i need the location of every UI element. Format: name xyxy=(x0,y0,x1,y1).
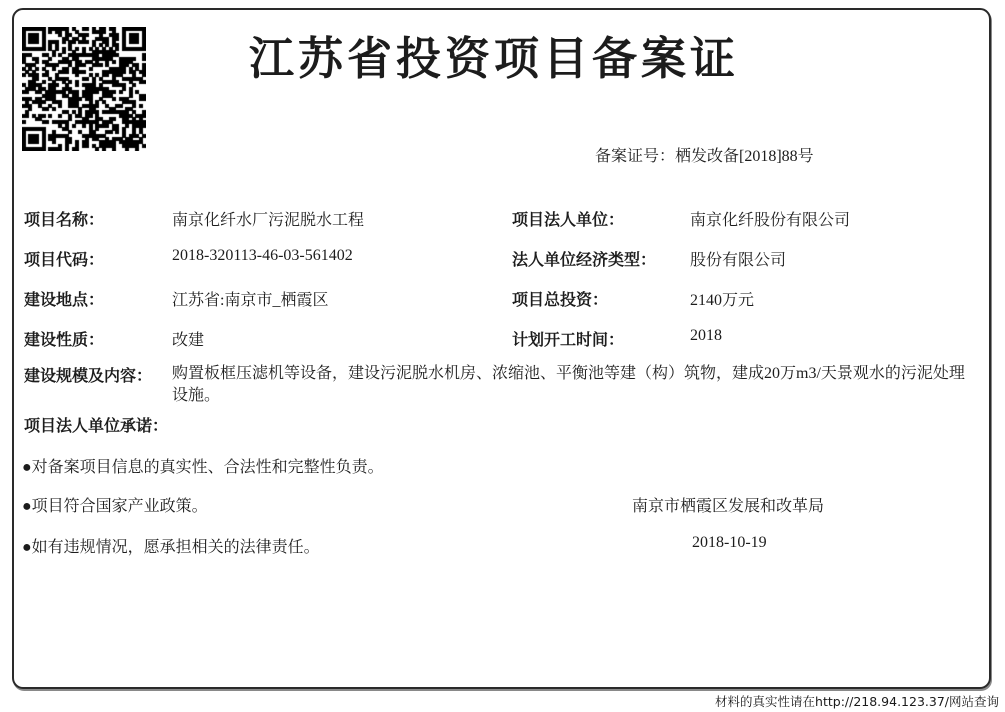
field-value-total-investment: 2140万元 xyxy=(690,292,755,309)
certificate-number-line xyxy=(595,143,814,166)
field-label-economic-type: 法人单位经济类型： xyxy=(512,252,657,269)
field-label-scale-content: 建设规模及内容： xyxy=(24,368,153,385)
field-row xyxy=(512,247,656,270)
field-value-project-name: 南京化纤水厂污泥脱水工程 xyxy=(172,212,365,229)
field-value-legal-entity: 南京化纤股份有限公司 xyxy=(690,212,851,229)
field-row xyxy=(24,327,104,350)
field-label-legal-entity: 项目法人单位： xyxy=(512,212,625,229)
certificate-number-label: 备案证号： xyxy=(595,148,676,165)
field-row xyxy=(24,287,104,310)
field-value-planned-start: 2018 xyxy=(690,327,722,344)
commitment-item-authenticity: ●对备案项目信息的真实性、合法性和完整性负责。 xyxy=(22,459,384,476)
field-value-construction-nature: 改建 xyxy=(172,332,205,349)
field-value-economic-type: 股份有限公司 xyxy=(690,252,787,269)
field-row xyxy=(24,247,104,270)
field-label-project-code: 项目代码： xyxy=(24,252,105,269)
field-label-construction-nature: 建设性质： xyxy=(24,332,105,349)
field-row xyxy=(512,327,624,350)
field-value-scale-content: 购置板框压滤机等设备，建设污泥脱水机房、浓缩池、平衡池等建（构）筑物，建成20万m3/天景观水的污泥处理设施。 xyxy=(172,365,965,404)
field-row xyxy=(512,207,624,230)
field-value-location: 江苏省:南京市_栖霞区 xyxy=(172,292,329,309)
certificate-title: 江苏省投资项目备案证 xyxy=(248,34,739,84)
field-label-planned-start: 计划开工时间： xyxy=(512,332,625,349)
commitment-item-policy: ●项目符合国家产业政策。 xyxy=(22,498,208,515)
field-label-total-investment: 项目总投资： xyxy=(512,292,609,309)
issue-date: 2018-10-19 xyxy=(692,534,767,551)
field-label-project-name: 项目名称： xyxy=(24,212,105,229)
certificate-number-value: 栖发改备[2018]88号 xyxy=(675,148,814,165)
commitment-heading: 项目法人单位承诺： xyxy=(24,418,169,435)
commitment-item-liability: ●如有违规情况，愿承担相关的法律责任。 xyxy=(22,539,320,556)
field-value-project-code: 2018-320113-46-03-561402 xyxy=(172,247,353,264)
field-row xyxy=(24,207,104,230)
issuing-authority: 南京市栖霞区发展和改革局 xyxy=(632,498,825,515)
verification-note: 材料的真实性请在http://218.94.123.37/网站查询 xyxy=(715,694,999,709)
field-row xyxy=(512,287,608,310)
field-row xyxy=(24,363,152,386)
certificate-border-box xyxy=(12,8,991,689)
field-label-location: 建设地点： xyxy=(24,292,105,309)
